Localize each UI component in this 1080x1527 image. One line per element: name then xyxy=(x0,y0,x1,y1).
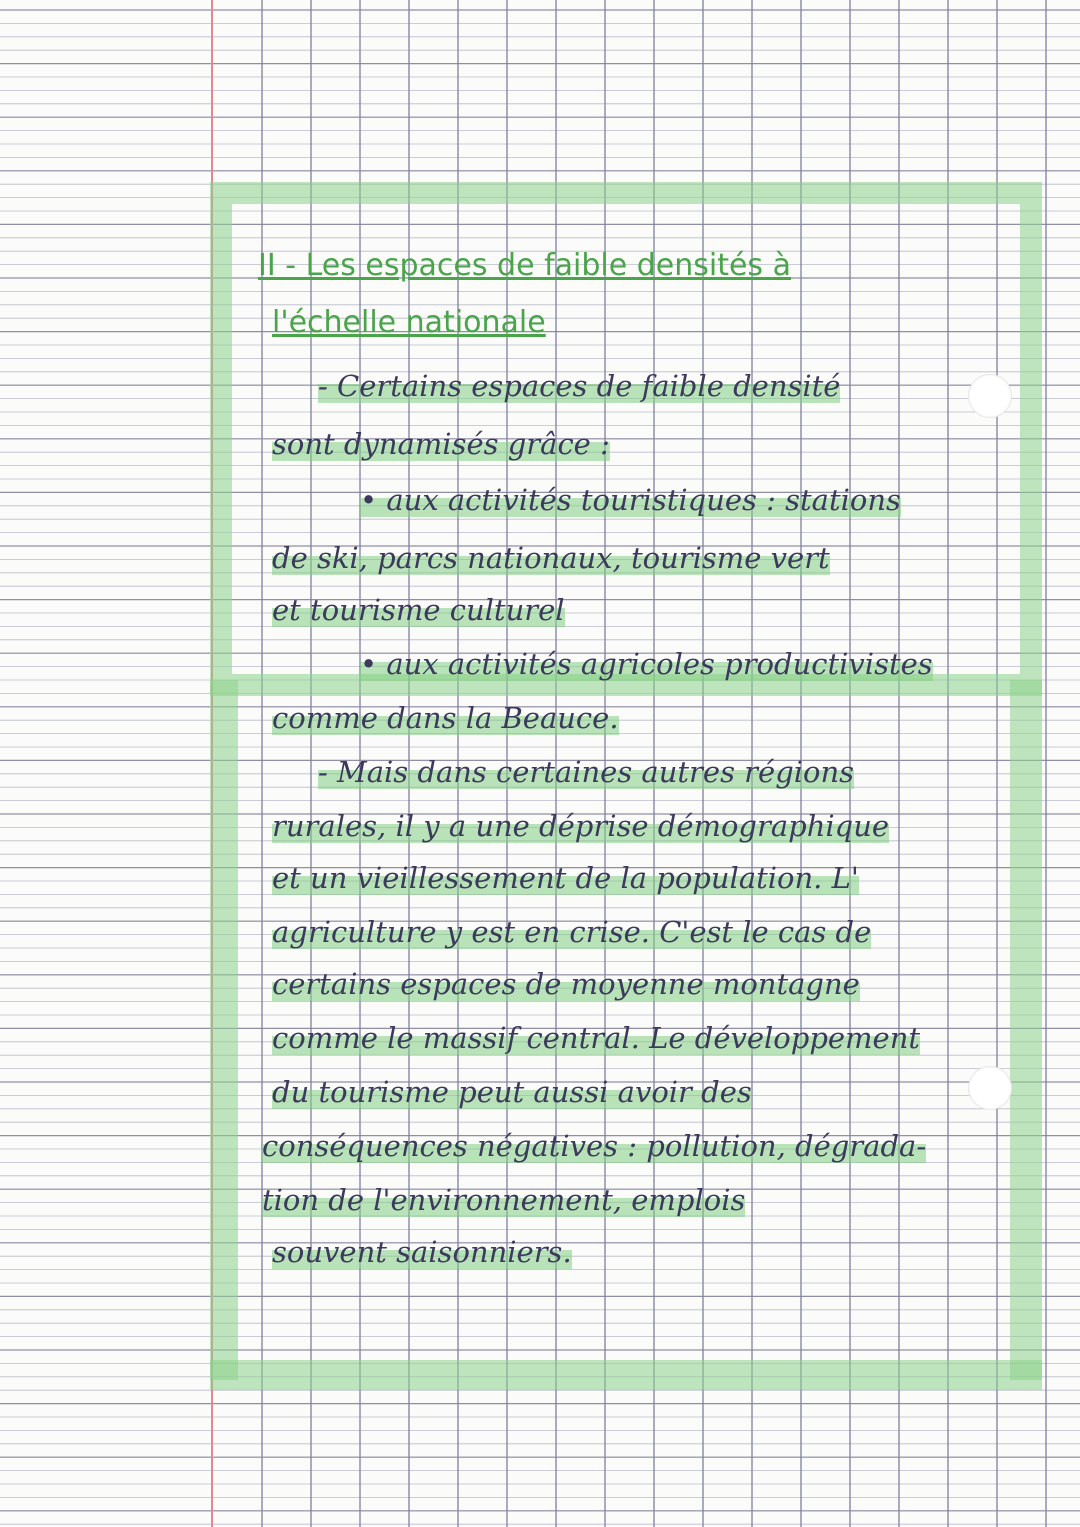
note-line-8: - Mais dans certaines autres régions xyxy=(318,752,854,792)
note-line-12: certains espaces de moyenne montagne xyxy=(272,964,860,1004)
highlight-frame-left xyxy=(210,680,238,1380)
punch-hole-bottom xyxy=(968,1066,1012,1110)
note-line-9: rurales, il y a une déprise démographique xyxy=(272,806,889,846)
note-line-4: de ski, parcs nationaux, tourisme vert xyxy=(272,538,830,578)
highlight-frame-bottom xyxy=(210,1360,1042,1390)
section-title-line1: II - Les espaces de faible densités à xyxy=(258,248,791,283)
note-line-3: • aux activités touristiques : stations xyxy=(360,480,901,520)
note-line-13: comme le massif central. Le développement xyxy=(272,1018,920,1058)
note-line-2: sont dynamisés grâce : xyxy=(272,424,610,464)
note-line-16: tion de l'environnement, emplois xyxy=(262,1180,745,1220)
note-line-1: - Certains espaces de faible densité xyxy=(318,366,840,406)
section-title-line2: l'échelle nationale xyxy=(272,305,546,340)
note-line-6: • aux activités agricoles productivistes xyxy=(360,644,933,684)
note-line-14: du tourisme peut aussi avoir des xyxy=(272,1072,752,1112)
note-line-10: et un vieillessement de la population. L' xyxy=(272,858,859,898)
note-line-11: agriculture y est en crise. C'est le cas de xyxy=(272,912,871,952)
note-line-7: comme dans la Beauce. xyxy=(272,698,619,738)
highlight-frame-right xyxy=(1010,680,1042,1380)
note-line-5: et tourisme culturel xyxy=(272,590,565,630)
note-line-17: souvent saisonniers. xyxy=(272,1232,572,1272)
punch-hole-top xyxy=(968,374,1012,418)
note-line-15: conséquences négatives : pollution, dégrada- xyxy=(262,1126,926,1166)
